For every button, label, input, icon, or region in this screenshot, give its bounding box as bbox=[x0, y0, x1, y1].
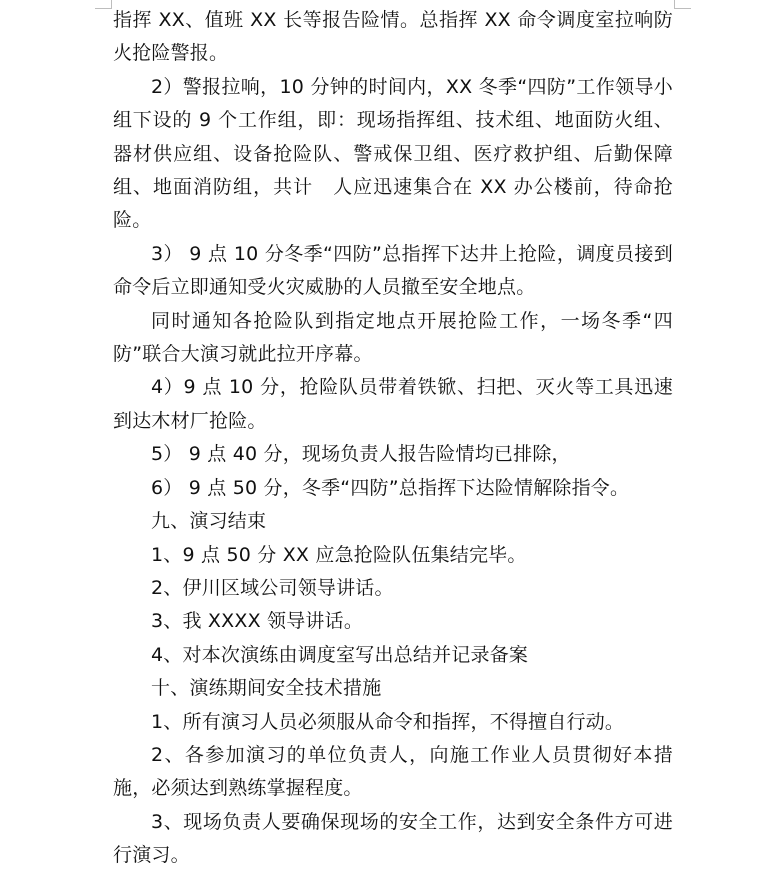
document-body bbox=[113, 4, 673, 873]
paragraph-notify-teams: 同时通知各抢险队到指定地点开展抢险工作，一场冬季“四防”联合大演习就此拉开序幕。 bbox=[113, 309, 673, 366]
list-item-safety-3: 3、现场负责人要确保现场的安全工作，达到安全条件方可进行演习。 bbox=[113, 810, 673, 867]
list-item-end-4: 4、对本次演练由调度室写出总结并记录备案 bbox=[151, 643, 529, 666]
paragraph-step-4: 4）9 点 10 分，抢险队员带着铁锨、扫把、灭火等工具迅速到达木材厂抢险。 bbox=[113, 376, 673, 432]
margin-corner-mark-right bbox=[674, 0, 691, 9]
list-item-end-1: 1、9 点 50 分 XX 应急抢险队伍集结完毕。 bbox=[151, 543, 527, 566]
paragraph-intro-continuation: 指挥 XX、值班 XX 长等报告险情。总指挥 XX 命令调度室拉响防火抢险警报。 bbox=[113, 9, 673, 65]
paragraph-step-5: 5） 9 点 40 分，现场负责人报告险情均已排除， bbox=[151, 443, 571, 466]
section-heading-safety-measures: 十、演练期间安全技术措施 bbox=[151, 677, 382, 700]
list-item-safety-2: 2、各参加演习的单位负责人，向施工作业人员贯彻好本措施，必须达到熟练掌握程度。 bbox=[113, 743, 673, 800]
section-heading-drill-end: 九、演习结束 bbox=[151, 510, 267, 533]
list-item-end-3: 3、我 XXXX 领导讲话。 bbox=[151, 610, 364, 633]
paragraph-step-2: 2）警报拉响，10 分钟的时间内，XX 冬季“四防”工作领导小组下设的 9 个工作组，即：现场指挥组、技术组、地面防火组、器材供应组、设备抢险队、警戒保卫组、医疗救护组、后勤保障组、地面消防组，共计 人应迅速集合在 XX 办公楼前，待命抢险。 bbox=[113, 75, 673, 232]
paragraph-step-3: 3） 9 点 10 分冬季“四防”总指挥下达井上抢险，调度员接到命令后立即通知受火灾威胁的人员撤至安全地点。 bbox=[113, 242, 673, 299]
list-item-end-2: 2、伊川区域公司领导讲话。 bbox=[151, 576, 394, 599]
list-item-safety-1: 1、所有演习人员必须服从命令和指挥，不得擅自行动。 bbox=[151, 710, 625, 733]
margin-corner-mark-left bbox=[95, 0, 112, 9]
paragraph-step-6: 6） 9 点 50 分，冬季“四防”总指挥下达险情解除指令。 bbox=[151, 476, 630, 499]
